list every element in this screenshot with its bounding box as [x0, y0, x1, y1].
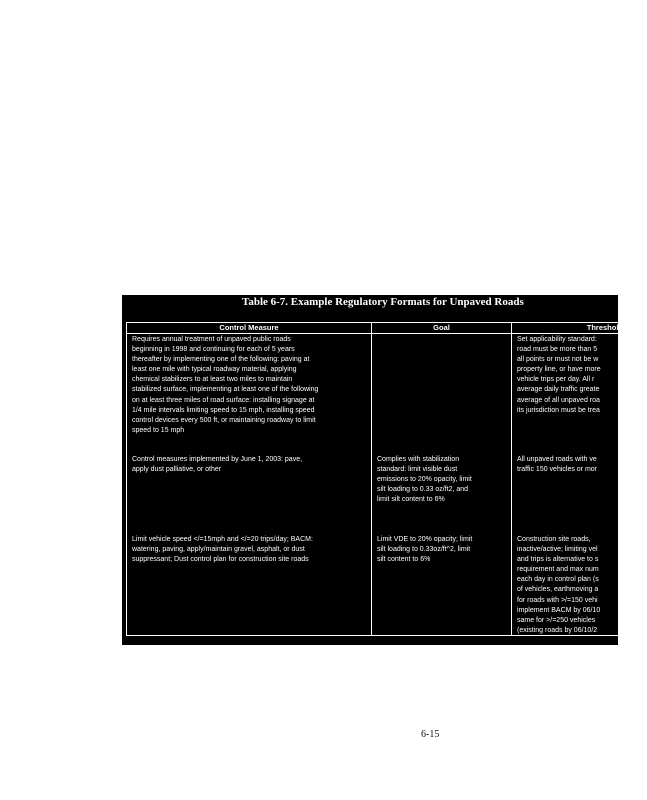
cell-line: traffic 150 vehicles or mor	[517, 466, 598, 474]
table-cell	[517, 535, 647, 636]
cell-line: thereafter by implementing one of the following: paving at	[132, 356, 310, 364]
cell-line: on at least three miles of road surface: installing signage at	[132, 396, 315, 404]
header-goal: Goal	[433, 323, 450, 332]
cell-line: chemical stabilizers to at least two miles to maintain	[132, 376, 293, 384]
cell-line: watering, paving, apply/maintain gravel, asphalt, or dust	[132, 546, 305, 554]
cell-line: Limit vehicle speed </=15mph and </=20 trips/day; BACM:	[132, 536, 313, 543]
regulatory-table	[122, 295, 623, 645]
column-divider	[371, 323, 372, 635]
cell-line: (existing roads by 06/10/2	[517, 626, 598, 634]
cell-line: All unpaved roads with ve	[517, 456, 597, 463]
cell-line: and trips is alternative to s	[517, 556, 599, 564]
cell-line: its jurisdiction must be trea	[517, 406, 600, 414]
cell-line: emissions to 20% opacity, limit	[377, 476, 472, 484]
cell-line: average of all unpaved roa	[517, 396, 600, 404]
cell-line: stabilized surface, implementing at least one of the following	[132, 386, 319, 394]
table-cell	[377, 535, 507, 565]
cell-line: 1/4 mile intervals limiting speed to 15 mph, installing speed	[132, 406, 315, 414]
cell-line: silt content to 6%	[377, 556, 431, 564]
cell-line: average daily traffic greate	[517, 386, 600, 394]
cell-line: all points or must not be w	[517, 356, 599, 364]
cell-line: Set applicability standard:	[517, 336, 597, 343]
cell-line: silt loading to 0.33 oz/ft2, and	[377, 486, 469, 494]
table-cell	[377, 455, 507, 505]
cell-line: standard: limit visible dust	[377, 466, 458, 474]
table-cell	[132, 455, 368, 475]
cell-line: silt loading to 0.33oz/ft^2, limit	[377, 546, 471, 554]
page-number: 6-15	[421, 729, 440, 740]
cell-line: Limit VDE to 20% opacity; limit	[377, 536, 473, 543]
cell-line: road must be more than 5	[517, 346, 598, 354]
cell-line: least one mile with typical roadway material, applying	[132, 366, 297, 374]
cell-line: apply dust palliative, or other	[132, 466, 222, 474]
cell-line: requirement and max num	[517, 566, 599, 574]
table-cell	[132, 535, 368, 565]
header-threshold: Threshold	[586, 323, 623, 332]
cell-line: Control measures implemented by June 1, 2003: pave,	[132, 456, 303, 463]
cell-line: inactive/active; limiting vel	[517, 546, 598, 554]
cell-line: vehicle trips per day. All r	[517, 376, 595, 384]
table-cell	[132, 335, 368, 436]
cell-line: beginning in 1998 and continuing for each of 5 years	[132, 346, 295, 354]
table-title: Table 6-7. Example Regulatory Formats for Unpaved Roads	[242, 296, 524, 308]
cell-line: speed to 15 mph	[132, 426, 185, 434]
table-frame	[126, 322, 646, 636]
cell-line: each day in control plan (s	[517, 576, 599, 584]
cell-line: limit silt content to 6%	[377, 496, 445, 504]
header-control-measure: Control Measure	[219, 323, 279, 332]
cell-line: Complies with stabilization	[377, 456, 460, 463]
cell-line: Requires annual treatment of unpaved public roads	[132, 336, 291, 343]
column-divider	[511, 323, 512, 635]
cell-line: same for >/=250 vehicles	[517, 616, 596, 624]
header-divider	[127, 333, 645, 334]
cell-line: property line, or have more	[517, 366, 601, 374]
cell-line: Construction site roads,	[517, 536, 591, 543]
table-cell	[517, 455, 647, 475]
table-cell	[517, 335, 647, 416]
cell-line: suppressant; Dust control plan for construction site roads	[132, 556, 309, 564]
cell-line: control devices every 500 ft, or maintaining roadway to limit	[132, 416, 316, 424]
cell-line: implement BACM by 06/10	[517, 606, 601, 614]
cell-line: for roads with >/=150 vehi	[517, 596, 598, 604]
cell-line: of vehicles, earthmoving a	[517, 586, 599, 594]
